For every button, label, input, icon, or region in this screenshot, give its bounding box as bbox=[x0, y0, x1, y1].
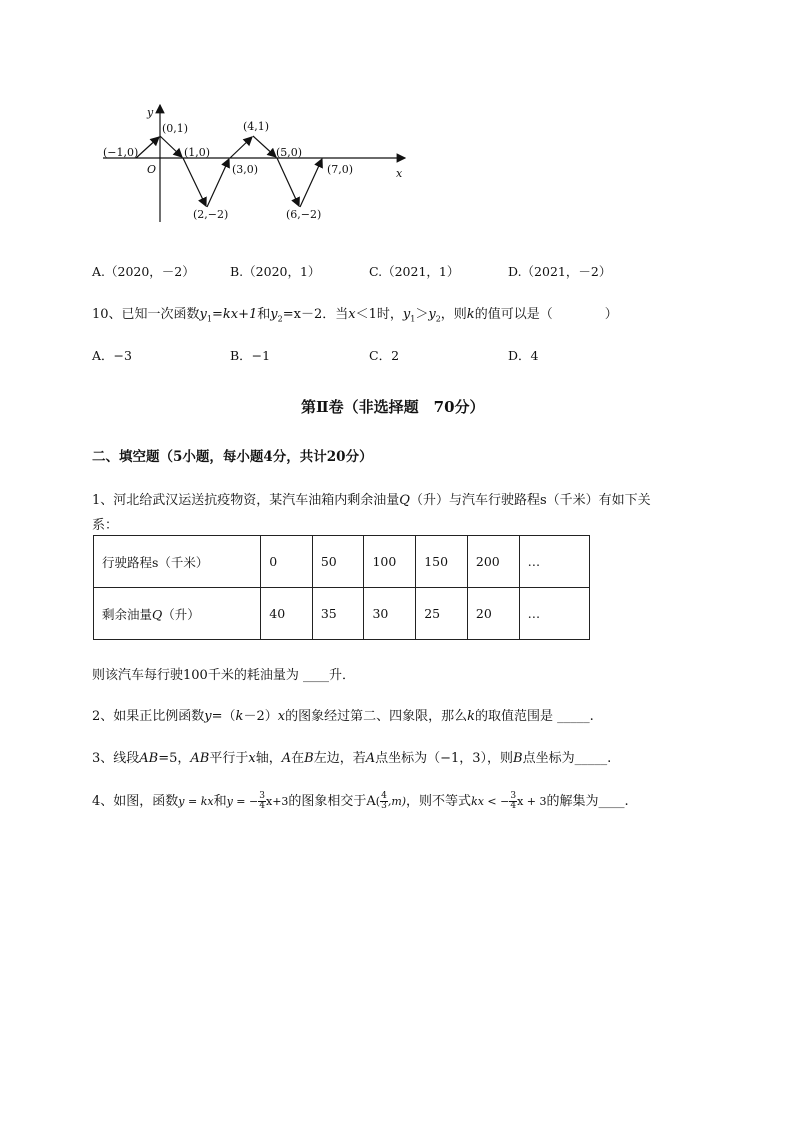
q9-option-a: A.（2020，－2） bbox=[92, 264, 195, 279]
q9-option-c: C.（2021，1） bbox=[369, 264, 460, 279]
table-row bbox=[94, 536, 590, 588]
point-label: (7,0) bbox=[327, 163, 354, 176]
q10-option-b: B．−1 bbox=[230, 348, 271, 363]
seg-5 bbox=[230, 137, 252, 158]
seg-8 bbox=[300, 159, 322, 207]
x-axis-label: x bbox=[396, 167, 403, 180]
point-label: (3,0) bbox=[232, 163, 259, 176]
table-row-label: 剩余油量Q（升） bbox=[94, 588, 261, 640]
q10-option-d: D．4 bbox=[508, 348, 539, 363]
zigzag-graph bbox=[95, 100, 415, 225]
table-cell: 0 bbox=[261, 536, 313, 588]
point-label: (−1,0) bbox=[103, 146, 139, 159]
table-row-label: 行驶路程s（千米） bbox=[94, 536, 261, 588]
table-cell: … bbox=[519, 536, 589, 588]
seg-6 bbox=[253, 136, 276, 157]
table-cell: 25 bbox=[416, 588, 468, 640]
fq3-question: 3、线段AB=5，AB平行于x轴，A在B左边，若A点坐标为（−1，3），则B点坐标为_____. bbox=[92, 751, 612, 766]
table-cell: 150 bbox=[416, 536, 468, 588]
fq1-answer-line: 则该汽车每行驶100千米的耗油量为 ____升． bbox=[92, 668, 355, 683]
q9-option-b: B.（2020，1） bbox=[230, 264, 321, 279]
seg-7 bbox=[277, 158, 299, 206]
q10-option-c: C．2 bbox=[369, 348, 400, 363]
seg-2 bbox=[160, 136, 182, 157]
table-cell: 40 bbox=[261, 588, 313, 640]
fraction-4-3: $\frac{4}{3}$ bbox=[381, 791, 387, 811]
seg-1 bbox=[136, 137, 159, 158]
fq1-text-line1: 1、河北给武汉运送抗疫物资，某汽车油箱内剩余油量Q（升）与汽车行驶路程s（千米）有如下关 bbox=[92, 493, 651, 508]
q9-option-d: D.（2021，－2） bbox=[508, 264, 612, 279]
fq1-text-line2: 系： bbox=[92, 518, 119, 533]
fq4-question: 4、如图，函数y = kx和y = − $\frac{3}{4}$ x+3的图象相交于A( $\frac{4}{3}$ ,m)，则不等式kx < − $\frac{3}{4}$ x + 3的解集为____. bbox=[92, 791, 629, 811]
seg-4 bbox=[207, 159, 229, 207]
point-label: (5,0) bbox=[276, 146, 303, 159]
point-label: (4,1) bbox=[243, 120, 270, 133]
point-label: (0,1) bbox=[162, 122, 189, 135]
point-label: (6,−2) bbox=[286, 208, 322, 221]
table-cell: 50 bbox=[312, 536, 364, 588]
origin-label: O bbox=[147, 163, 157, 176]
table-cell: 100 bbox=[364, 536, 416, 588]
y-axis-label: y bbox=[147, 106, 154, 119]
point-label: (1,0) bbox=[184, 146, 211, 159]
q10-question: 10、已知一次函数$y_1=kx+1$和$y_2=x-2$．当x＜1时，$y_1>y_2$，则k的值可以是（ ） bbox=[92, 307, 618, 324]
table-cell: 20 bbox=[467, 588, 519, 640]
q10-option-a: A．−3 bbox=[92, 348, 132, 363]
table-cell: 30 bbox=[364, 588, 416, 640]
table-cell: … bbox=[519, 588, 589, 640]
seg-3 bbox=[183, 158, 206, 206]
table-cell: 35 bbox=[312, 588, 364, 640]
section-2-title: 第Ⅱ卷（非选择题 70分） bbox=[301, 398, 485, 416]
point-label: (2,−2) bbox=[193, 208, 229, 221]
fq1-table bbox=[93, 535, 590, 640]
fraction-3-4: $\frac{3}{4}$ bbox=[259, 791, 265, 811]
fraction-3-4: $\frac{3}{4}$ bbox=[510, 791, 517, 811]
fq2-question: 2、如果正比例函数y=（k－2）x的图象经过第二、四象限，那么k的取值范围是 _____. bbox=[92, 709, 594, 724]
table-cell: 200 bbox=[467, 536, 519, 588]
table-row bbox=[94, 588, 590, 640]
part-2-title: 二、填空题（5小题，每小题4分，共计20分） bbox=[92, 449, 373, 465]
